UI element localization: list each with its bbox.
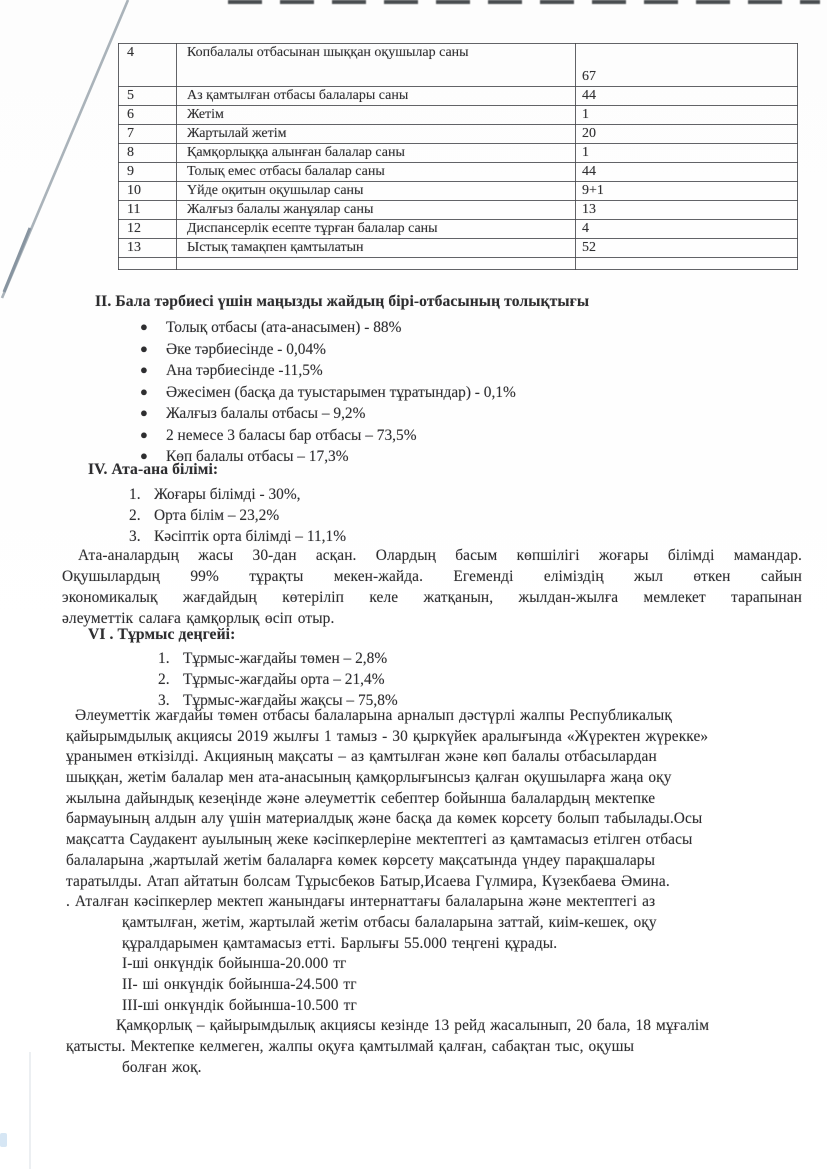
row-number-cell: 9 [119,163,177,182]
bullet-list-item [140,402,760,424]
item-number: 2. [129,507,141,525]
row-number-cell: 13 [119,239,177,258]
paragraph-line: әлеуметтік салаға қамқорлық өсіп отыр. [62,610,335,628]
numbered-list-item [129,505,629,526]
row-number-cell: 7 [119,125,177,144]
body-line: құралдарымен қамтамасыз етті. Барлығы 55.000 теңгені құрады. [122,934,558,952]
row-label-cell: Ыстық тамақпен қамтылатын [177,239,576,258]
item-text: Орта білім – 23,2% [154,507,280,525]
row-value-cell: 44 [576,163,798,182]
item-text: Тұрмыс-жағдайы жақсы – 75,8% [183,692,398,710]
item-text: Жоғары білімді - 30%, [154,486,301,503]
row-number-cell: 4 [119,44,177,87]
body-line: мақсатта Саудакент ауылының жеке кәсіпкерлеріне мектептегі аз қамтамасыз етілген отбасы [66,831,693,849]
paragraph-line: Ата-аналардың жасы 30-дан асқан. Олардың басым көпшілігі жоғары білімді мамандар. [78,547,802,564]
table-row [119,239,798,258]
row-number-cell: 5 [119,87,177,106]
charity-action-body [66,706,816,1078]
paragraph-line: Оқушылардың 99% тұрақты мекен-жайда. Егеменді еліміздің жыл өткен сайын [62,568,802,586]
row-label-cell: Диспансерлік есепте тұрған балалар саны [177,220,576,239]
table-row [119,106,798,125]
body-line: Қамқорлық – қайырымдылық акциясы кезінде 13 рейд жасалынып, 20 бала, 18 мұғалім [116,1017,710,1035]
row-value-cell: 44 [576,87,798,106]
row-label-cell [177,258,576,270]
body-line: жылына дайындық кезеңінде және әлеуметтік себептер бойынша балалардың мектепке [66,789,656,807]
section6-heading: VІ . Тұрмыс деңгейі: [88,626,236,643]
row-value-cell [576,258,798,270]
section2-bullet-list [140,316,760,467]
bullet-icon: ● [140,319,148,334]
section6-numbered-list [158,648,658,712]
row-value-cell: 9+1 [576,182,798,201]
bullet-list-item [140,445,760,467]
row-number-cell: 11 [119,201,177,220]
item-number: 1. [129,486,141,503]
item-text: Тұрмыс-жағдайы орта – 21,4% [183,671,385,689]
section4-heading: ІV. Ата-ана білімі: [88,461,219,478]
paragraph-line: экономикалық жағдайдың көтеріліп келе жатқанын, жылдан-жылға мемлекет тарапынан [62,589,802,607]
bullet-list-item [140,424,760,446]
bullet-icon: ● [140,340,148,356]
body-line: . Аталған кәсіпкерлер мектеп жанындағы интернаттағы балаларына және мектептегі аз [66,893,656,911]
body-line: ұранымен өткізілді. Акцияның мақсаты – аз қамтылған және көп балалы отбасылардан [66,748,657,766]
row-label-cell: Аз қамтылған отбасы балалары саны [177,87,576,106]
row-value-cell: 4 [576,220,798,239]
bullet-icon: ● [140,383,148,399]
bullet-list-item [140,381,760,403]
body-line: болған жоқ. [122,1058,202,1076]
bullet-item-text: Жалғыз балалы отбасы – 9,2% [166,405,366,422]
row-number-cell: 12 [119,220,177,239]
row-value-cell: 67 [576,44,798,87]
row-number-cell: 8 [119,144,177,163]
item-number: 3. [158,692,170,710]
numbered-list-item [158,648,658,669]
bullet-icon: ● [140,426,148,442]
row-number-cell [119,258,177,270]
body-line: бармауының алдын алу үшін материалдық және басқа да көмек корсету болып табылады.Осы [66,810,703,828]
body-line: шыққан, жетім балалар мен ата-анасының қамқорлығынсыз қалған оқушыларға жаңа оқу [66,769,672,787]
table-row [119,182,798,201]
table-row [119,201,798,220]
table-row [119,163,798,182]
scan-top-edge-artifact [228,0,820,4]
row-value-cell: 1 [576,106,798,125]
numbered-list-item [129,484,629,505]
item-number: 1. [158,650,170,667]
row-label-cell: Қамқорлыққа алынған балалар саны [177,144,576,163]
bullet-item-text: Әке тәрбиесінде - 0,04% [166,340,327,358]
bullet-list-item [140,316,760,338]
bullet-icon: ● [140,405,148,420]
scan-blue-mark-artifact [0,1133,7,1147]
body-line: ІІ- ші онкүндік бойынша-24.500 тг [122,975,357,993]
body-line: балаларына ,жартылай жетім балаларға көмек көрсету мақсатында үндеу парақшалары [66,851,656,869]
row-number-cell: 10 [119,182,177,201]
bullet-item-text: Толық отбасы (ата-анасымен) - 88% [166,319,402,336]
bullet-icon: ● [140,362,148,377]
table-row [119,220,798,239]
row-label-cell: Үйде оқитын оқушылар саны [177,182,576,201]
table-row [119,125,798,144]
social-stats-table [118,43,798,270]
body-line: ІІІ-ші онкүндік бойынша-10.500 тг [122,996,357,1014]
bullet-icon: ● [140,448,148,463]
row-value-cell: 1 [576,144,798,163]
bullet-list-item [140,338,760,360]
row-label-cell: Жалғыз балалы жанұялар саны [177,201,576,220]
scan-left-margin-artifact [29,1052,31,1169]
body-line: І-ші онкүндік бойынша-20.000 тг [122,955,347,973]
parents-paragraph [62,545,802,629]
section2-heading: ІІ. Бала тәрбиесі үшін маңызды жайдың бірі-отбасының толықтығы [95,293,590,310]
row-value-cell: 13 [576,201,798,220]
row-value-cell: 52 [576,239,798,258]
item-number: 2. [158,671,170,689]
row-value-cell: 20 [576,125,798,144]
body-line: таратылды. Атап айтатын болсам Тұрысбеков Батыр,Исаева Гүлмира, Күзекбаева Әмина. [66,872,670,890]
item-number: 3. [129,528,141,546]
item-text: Тұрмыс-жағдайы төмен – 2,8% [183,650,388,667]
bullet-item-text: Көп балалы отбасы – 17,3% [166,448,349,465]
bullet-item-text: Әжесімен (басқа да туыстарымен тұратындар) - 0,1% [166,383,516,401]
row-label-cell: Жетім [177,106,576,125]
row-label-cell: Копбалалы отбасынан шыққан оқушылар саны [177,44,576,87]
item-text: Кәсіптік орта білімді – 11,1% [154,528,347,546]
section4-numbered-list [129,484,629,548]
row-label-cell: Жартылай жетім [177,125,576,144]
row-number-cell: 6 [119,106,177,125]
bullet-item-text: Ана тәрбиесінде -11,5% [166,362,323,379]
numbered-list-item [158,669,658,690]
table-row [119,144,798,163]
table-row [119,258,798,270]
row-label-cell: Толық емес отбасы балалар саны [177,163,576,182]
body-line: қайырымдылық акциясы 2019 жылғы 1 тамыз - 30 қыркүйек аралығында «Жүректен жүрекке» [66,727,709,745]
body-line: Әлеуметтік жағдайы төмен отбасы балаларына арналып дәстүрлі жалпы Республикалық [75,707,672,724]
body-line: қатысты. Мектепке келмеген, жалпы оқуға қамтылмай қалған, сабақтан тыс, оқушы [66,1038,635,1055]
table-row [119,87,798,106]
bullet-list-item [140,359,760,381]
body-line: қамтылған, жетім, жартылай жетім отбасы балаларына заттай, киім-кешек, оқу [122,913,657,931]
table-row [119,44,798,87]
bullet-item-text: 2 немесе 3 баласы бар отбасы – 73,5% [166,426,417,444]
